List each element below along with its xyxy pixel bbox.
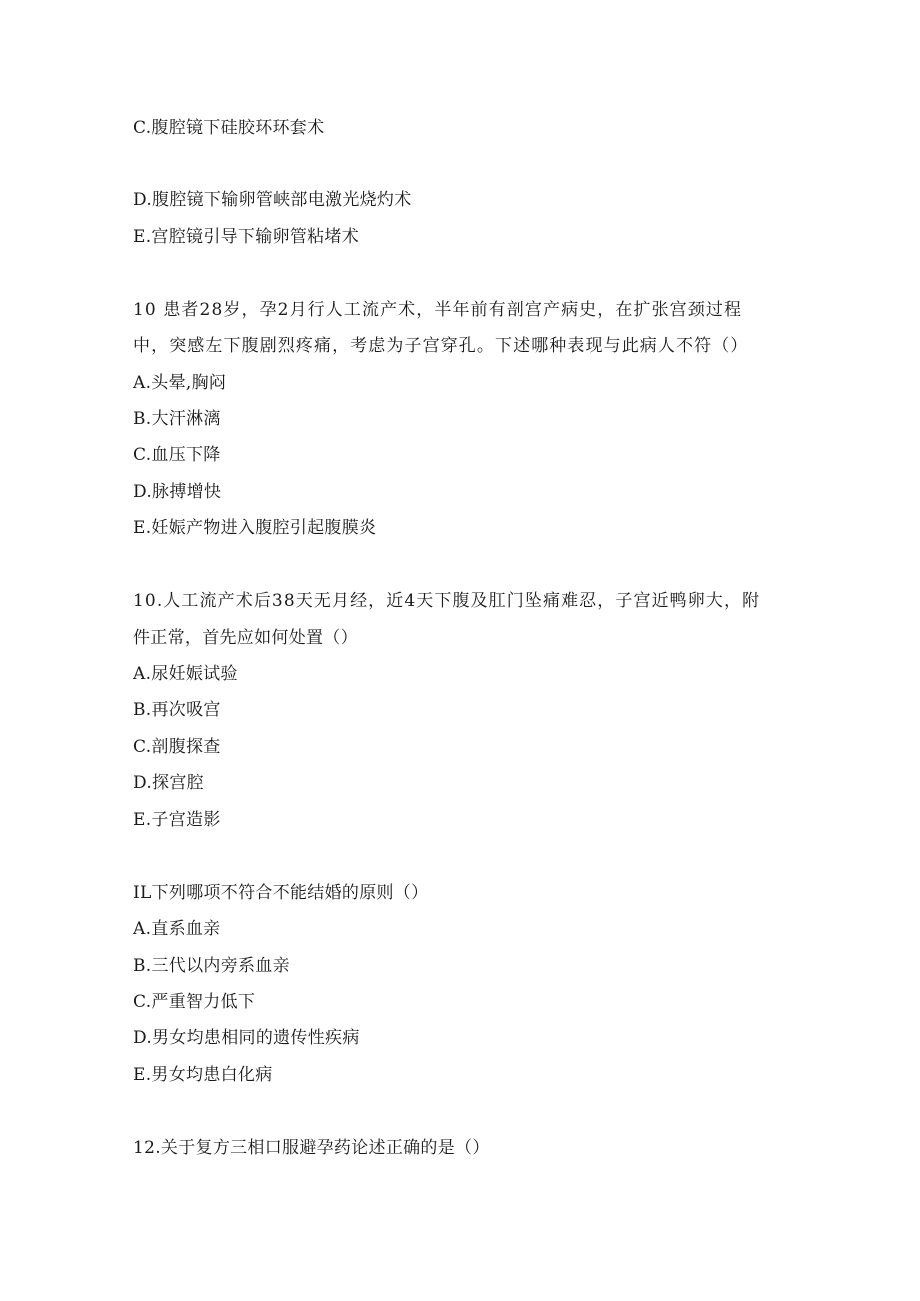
q12-stem: 12.关于复方三相口服避孕药论述正确的是（） bbox=[133, 1138, 490, 1158]
q10a-option-a: A.头晕,胸闷 bbox=[133, 373, 227, 393]
q10b-option-c: C.剖腹探查 bbox=[133, 737, 221, 757]
q10b-stem-line2: 件正常，首先应如何处置（） bbox=[133, 628, 358, 648]
q11-option-c: C.严重智力低下 bbox=[133, 992, 256, 1012]
q10a-option-c: C.血压下降 bbox=[133, 445, 221, 465]
q10a-option-b: B.大汗淋漓 bbox=[133, 409, 221, 429]
q10b-option-d: D.探宫腔 bbox=[133, 773, 204, 793]
q11-option-a: A.直系血亲 bbox=[133, 919, 221, 939]
q10b-option-e: E.子宫造影 bbox=[133, 810, 221, 830]
q9-option-c: C.腹腔镜下硅胶环环套术 bbox=[133, 118, 325, 138]
q11-option-b: B.三代以内旁系血亲 bbox=[133, 956, 290, 976]
q11-stem: IL下列哪项不符合不能结婚的原则（） bbox=[133, 883, 429, 903]
q10b-stem-line1: 10.人工流产术后38天无月经，近4天下腹及肛门坠痛难忍，子宫近鸭卵大，附 bbox=[133, 591, 761, 611]
q9-option-e: E.宫腔镜引导下输卵管粘堵术 bbox=[133, 227, 360, 247]
q9-option-d: D.腹腔镜下输卵管峡部电激光烧灼术 bbox=[133, 190, 412, 210]
q10a-option-d: D.脉搏增快 bbox=[133, 482, 222, 502]
q10a-option-e: E.妊娠产物进入腹腔引起腹膜炎 bbox=[133, 518, 377, 538]
q11-option-e: E.男女均患白化病 bbox=[133, 1065, 273, 1085]
q10a-stem-line2: 中，突感左下腹剧烈疼痛，考虑为子宫穿孔。下述哪种表现与此病人不符（） bbox=[133, 336, 749, 356]
q11-option-d: D.男女均患相同的遗传性疾病 bbox=[133, 1028, 360, 1048]
q10b-option-b: B.再次吸宫 bbox=[133, 700, 221, 720]
q10a-stem-line1: 10 患者28岁，孕2月行人工流产术，半年前有剖宫产病史，在扩张宫颈过程 bbox=[133, 300, 743, 320]
q10b-option-a: A.尿妊娠试验 bbox=[133, 664, 238, 684]
